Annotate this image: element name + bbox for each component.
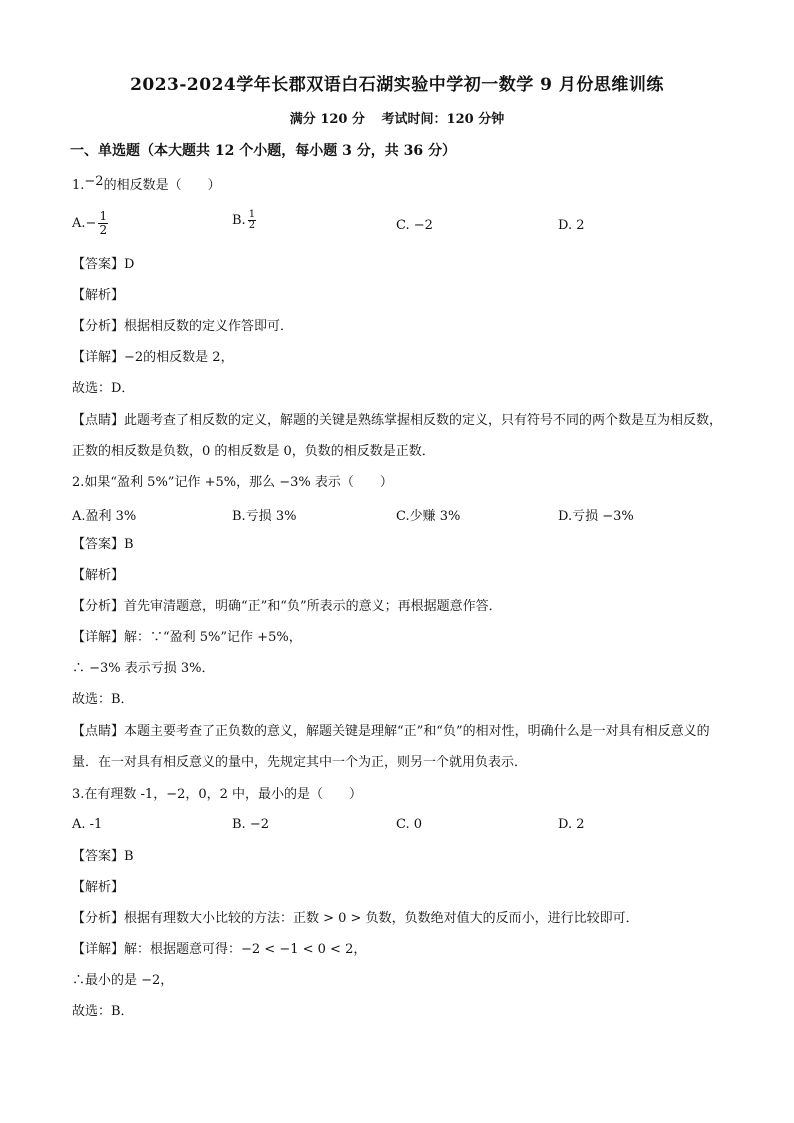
option-a: A. -1	[72, 817, 103, 832]
exam-time: 考试时间：120 分钟	[381, 112, 505, 127]
question-3-options	[72, 817, 722, 851]
section-heading: 一、单选题（本大题共 12 个小题，每小题 3 分，共 36 分）	[70, 143, 456, 159]
analysis-label: 【解析】	[72, 880, 125, 895]
exam-info	[0, 108, 794, 127]
question-2-options	[72, 505, 722, 539]
answer: 【答案】B	[72, 537, 134, 552]
full-score: 满分 120 分	[289, 112, 365, 127]
question-1-stem	[72, 174, 221, 195]
choice-text: 故选：B．	[72, 692, 134, 707]
detail-text: 【详解】解：∵“盈利 5%”记作 +5%，	[72, 630, 302, 645]
stem-text: 的相反数是（ ）	[103, 178, 221, 193]
option-a	[72, 210, 108, 237]
analysis-label: 【解析】	[72, 288, 125, 303]
page-title: 2023-2024学年长郡双语白石湖实验中学初一数学 9 月份思维训练	[130, 75, 664, 95]
choice-text: 故选：B．	[72, 1004, 134, 1019]
stem-expression: −2	[84, 174, 104, 189]
therefore-text: ∴ −3% 表示亏损 3%．	[72, 661, 215, 676]
option-c: C.少赚 3%	[396, 509, 461, 524]
fraction	[98, 210, 108, 237]
answer: 【答案】B	[72, 849, 134, 864]
analysis-label: 【解析】	[72, 568, 125, 583]
question-3-stem: 3.在有理数 -1，−2，0，2 中，最小的是（ ）	[72, 787, 363, 802]
detail-text: 【详解】解：根据题意可得：−2 < −1 < 0 < 2，	[72, 942, 367, 957]
option-b	[232, 210, 256, 231]
analysis-text: 【分析】根据有理数大小比较的方法：正数 > 0 > 负数，负数绝对值大的反而小，进行比较即可．	[72, 911, 639, 926]
comment-text: 【点睛】此题考查了相反数的定义，解题的关键是熟练掌握相反数的定义，只有符号不同的两个数是互为相反数，正数的相反数是负数，0 的相反数是 0，负数的相反数是正数．	[72, 413, 723, 459]
option-label: A.	[72, 216, 86, 231]
option-d: D. 2	[558, 817, 585, 832]
option-c: C. −2	[396, 218, 433, 233]
fraction	[248, 210, 256, 231]
denominator: 2	[248, 220, 256, 231]
answer: 【答案】D	[72, 257, 135, 272]
therefore-text: ∴最小的是 −2，	[72, 973, 174, 988]
question-2-stem: 2.如果“盈利 5%”记作 +5%，那么 −3% 表示（ ）	[72, 475, 393, 490]
option-d: D. 2	[558, 218, 585, 233]
denominator: 2	[99, 223, 108, 237]
numerator: 1	[99, 209, 108, 223]
option-b: B. −2	[232, 817, 269, 832]
option-c: C. 0	[396, 817, 423, 832]
detail-text: 【详解】−2的相反数是 2，	[72, 350, 234, 365]
option-d: D.亏损 −3%	[558, 509, 634, 524]
option-a: A.盈利 3%	[72, 509, 137, 524]
analysis-text: 【分析】首先审清题意，明确“正”和“负”所表示的意义；再根据题意作答．	[72, 599, 502, 614]
minus-sign: −	[85, 216, 97, 231]
question-1-options	[72, 210, 722, 244]
numerator: 1	[248, 209, 256, 220]
analysis-text: 【分析】根据相反数的定义作答即可．	[72, 319, 294, 334]
comment-text: 【点睛】本题主要考查了正负数的意义，解题关键是理解“正”和“负”的相对性，明确什么是一对具有相反意义的量．在一对具有相反意义的量中，先规定其中一个为正，则另一个就用负表示．	[72, 724, 710, 770]
option-label: B.	[232, 213, 246, 228]
option-b: B.亏损 3%	[232, 509, 297, 524]
question-number: 1.	[72, 178, 85, 193]
choice-text: 故选：D．	[72, 381, 135, 396]
